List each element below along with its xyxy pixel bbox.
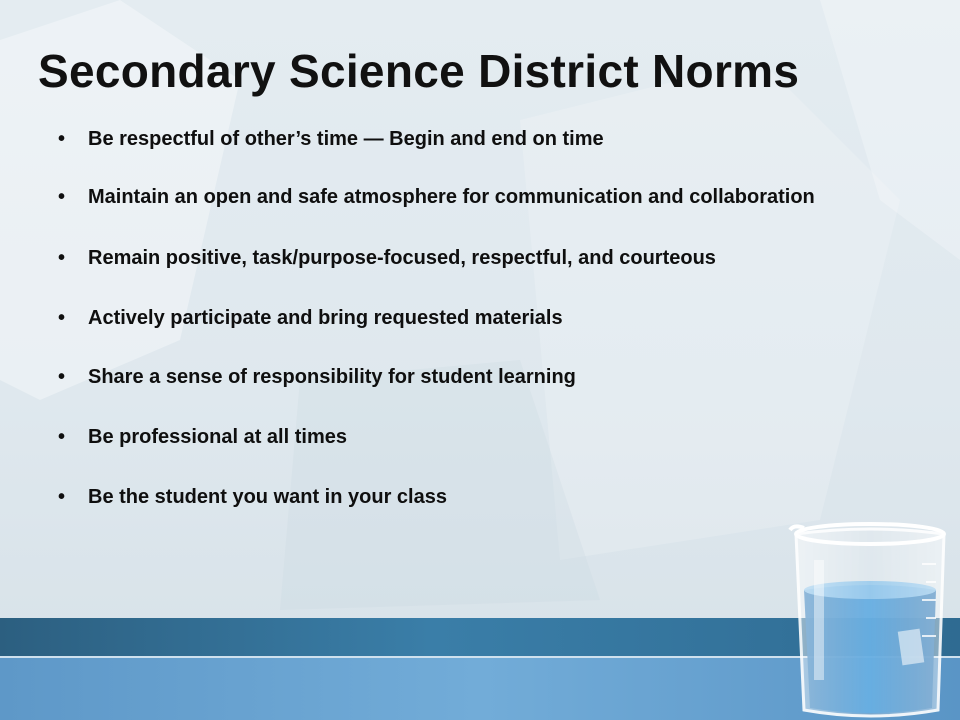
bullet-text: Be the student you want in your class — [88, 486, 447, 508]
list-item — [58, 486, 858, 508]
bullet-icon: • — [58, 366, 66, 388]
list-item — [58, 307, 858, 329]
bullet-text: Remain positive, task/purpose-focused, respectful, and courteous — [88, 247, 716, 269]
slide-title: Secondary Science District Norms — [38, 45, 800, 97]
bullet-text: Actively participate and bring requested materials — [88, 307, 563, 329]
list-item — [58, 186, 858, 208]
list-item — [58, 247, 858, 269]
bullet-text: Share a sense of responsibility for student learning — [88, 366, 576, 388]
bullet-text: Be respectful of other’s time — Begin and end on time — [88, 128, 604, 150]
list-item — [58, 128, 858, 150]
bullet-text: Maintain an open and safe atmosphere for communication and collaboration — [88, 186, 815, 208]
bullet-icon: • — [58, 186, 66, 208]
bullet-icon: • — [58, 128, 66, 150]
bullet-icon: • — [58, 486, 66, 508]
bullet-text: Be professional at all times — [88, 426, 347, 448]
list-item — [58, 366, 858, 388]
list-item — [58, 426, 858, 448]
bullet-icon: • — [58, 307, 66, 329]
beaker-icon — [780, 520, 960, 720]
norms-list — [58, 128, 858, 508]
bullet-icon: • — [58, 247, 66, 269]
bullet-icon: • — [58, 426, 66, 448]
